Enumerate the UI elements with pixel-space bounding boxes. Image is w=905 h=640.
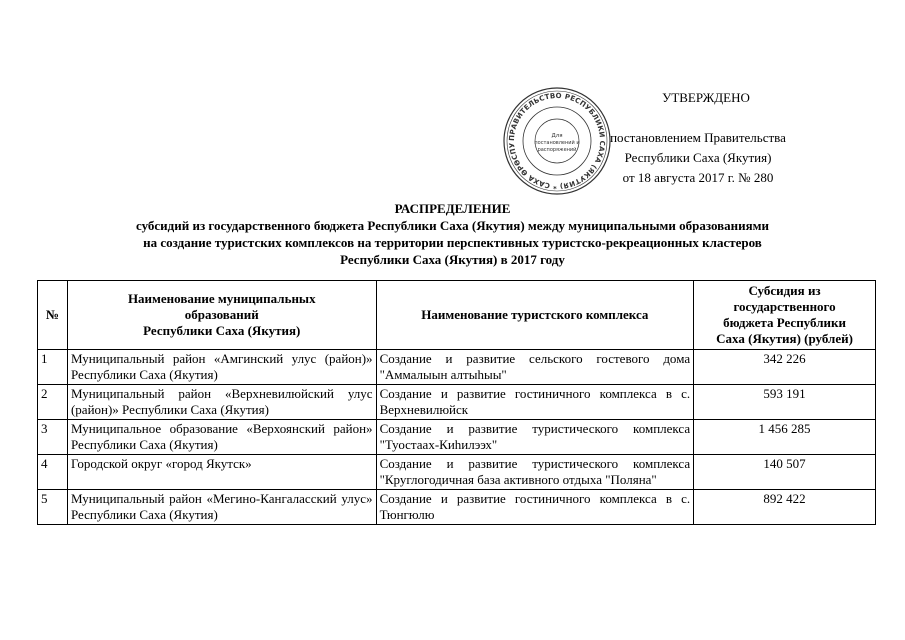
table-row: [38, 490, 876, 525]
row-municipality: Муниципальный район «Амгинский улус (район)» Республики Саха (Якутия): [67, 350, 376, 385]
table-row: [38, 455, 876, 490]
header-municipality: [67, 281, 376, 350]
heading-line-2: субсидий из государственного бюджета Республики Саха (Якутия) между муниципальными образованиями: [135, 218, 770, 233]
document-heading: [30, 200, 875, 268]
seal-center-line3: распоряжений: [537, 147, 577, 153]
header-complex: Наименование туристского комплекса: [376, 281, 694, 350]
approval-line-1: постановлением Правительства: [610, 130, 786, 145]
row-subsidy: 593 191: [694, 385, 876, 420]
row-municipality: Городской округ «город Якутск»: [67, 455, 376, 490]
row-subsidy: 892 422: [694, 490, 876, 525]
seal-center-line2: постановлений и: [534, 140, 580, 146]
seal-center-line1: Для: [551, 133, 563, 139]
approval-title: УТВЕРЖДЕНО: [662, 90, 750, 105]
row-municipality: Муниципальное образование «Верхоянский район» Республики Саха (Якутия): [67, 420, 376, 455]
row-num: 4: [38, 455, 68, 490]
header-subsidy-line1: Субсидия из: [748, 283, 821, 298]
row-complex: Создание и развитие гостиничного комплекса в с. Тюнгюлю: [376, 490, 694, 525]
header-subsidy: [694, 281, 876, 350]
row-subsidy: 342 226: [694, 350, 876, 385]
table-row: [38, 385, 876, 420]
header-municipality-line3: Республики Саха (Якутия): [143, 323, 301, 338]
row-num: 1: [38, 350, 68, 385]
header-municipality-line2: образований: [184, 307, 259, 322]
row-num: 3: [38, 420, 68, 455]
seal-graphic: [502, 86, 612, 196]
row-complex: Создание и развитие туристического комплекса "Круглогодичная база активного отдыха "Поляна": [376, 455, 694, 490]
table-row: [38, 350, 876, 385]
row-municipality: Муниципальный район «Мегино-Кангаласский улус» Республики Саха (Якутия): [67, 490, 376, 525]
row-subsidy: 140 507: [694, 455, 876, 490]
row-complex: Создание и развитие сельского гостевого дома "Аммалыын алтыһыы": [376, 350, 694, 385]
row-num: 2: [38, 385, 68, 420]
header-municipality-line1: Наименование муниципальных: [127, 291, 316, 306]
official-seal: [502, 86, 612, 196]
heading-title: РАСПРЕДЕЛЕНИЕ: [394, 201, 511, 216]
approval-line-2: Республики Саха (Якутия): [624, 150, 772, 165]
table-row: [38, 420, 876, 455]
heading-line-4: Республики Саха (Якутия) в 2017 году: [340, 252, 565, 267]
header-subsidy-line2: государственного: [733, 299, 836, 314]
approval-block: [598, 88, 798, 188]
header-num: №: [38, 281, 68, 350]
table-header-row: [38, 281, 876, 350]
heading-line-3: на создание туристских комплексов на территории перспективных туристско-рекреационных кластеров: [143, 235, 762, 250]
seal-outer-text: ПРАВИТЕЛЬСТВО РЕСПУБЛИКИ САХА (ЯКУТИЯ) * САХА ӨРӨСПУ: [507, 91, 607, 191]
header-subsidy-line4: Саха (Якутия) (рублей): [716, 331, 853, 346]
row-subsidy: 1 456 285: [694, 420, 876, 455]
row-complex: Создание и развитие гостиничного комплекса в с. Верхневилюйск: [376, 385, 694, 420]
subsidy-table: [37, 280, 876, 525]
row-municipality: Муниципальный район «Верхневилюйский улус (район)» Республики Саха (Якутия): [67, 385, 376, 420]
row-num: 5: [38, 490, 68, 525]
row-complex: Создание и развитие туристического комплекса "Туостаах-Киһилээх": [376, 420, 694, 455]
approval-line-3: от 18 августа 2017 г. № 280: [622, 170, 774, 185]
header-subsidy-line3: бюджета Республики: [723, 315, 846, 330]
